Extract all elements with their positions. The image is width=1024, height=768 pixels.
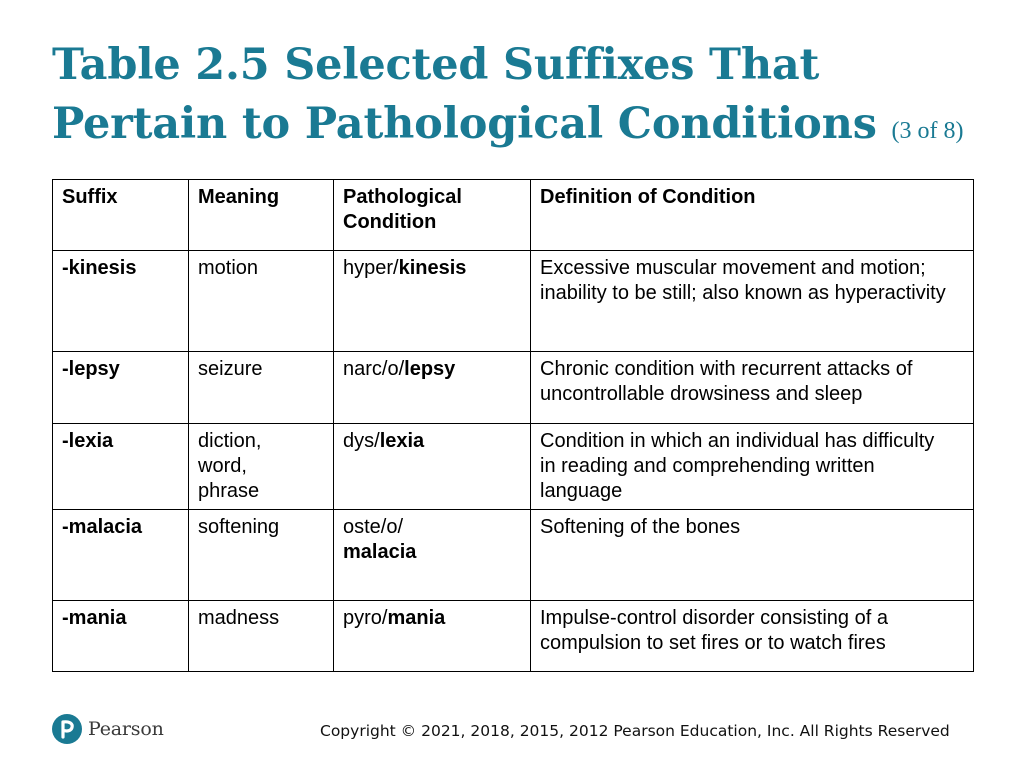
column-header-suffix: Suffix (53, 180, 189, 251)
condition-cell (334, 601, 531, 672)
table-header-row (53, 180, 974, 251)
meaning-cell: softening (189, 510, 334, 601)
condition-suffix: kinesis (398, 257, 467, 279)
meaning-cell: diction, word, phrase (189, 424, 334, 510)
suffix-table (52, 179, 974, 672)
column-header-definition: Definition of Condition (531, 180, 974, 251)
definition-cell: Chronic condition with recurrent attacks of uncontrollable drowsiness and sleep (531, 352, 974, 424)
definition-cell: Excessive muscular movement and motion; inability to be still; also known as hyperactivity (531, 251, 974, 352)
suffix-cell: -malacia (53, 510, 189, 601)
table-row (53, 251, 974, 352)
meaning-cell: seizure (189, 352, 334, 424)
meaning-cell: motion (189, 251, 334, 352)
table-row (53, 601, 974, 672)
condition-suffix: lexia (379, 430, 425, 452)
column-header-condition: Pathological Condition (334, 180, 531, 251)
column-header-meaning: Meaning (189, 180, 334, 251)
suffix-cell: -kinesis (53, 251, 189, 352)
condition-cell (334, 510, 531, 601)
condition-prefix: dys/ (343, 430, 380, 452)
condition-prefix: pyro/ (343, 607, 388, 629)
definition-cell: Softening of the bones (531, 510, 974, 601)
condition-cell (334, 251, 531, 352)
pearson-logo (52, 714, 164, 744)
condition-suffix: lepsy (404, 358, 456, 380)
title-page-count: (3 of 8) (891, 118, 964, 144)
definition-cell: Condition in which an individual has difficulty in reading and comprehending written language (531, 424, 974, 510)
suffix-cell: -mania (53, 601, 189, 672)
table-row (53, 510, 974, 601)
page-title (52, 36, 992, 161)
title-main: Table 2.5 Selected Suffixes That Pertain to Pathological Conditions (52, 40, 877, 149)
table-row (53, 424, 974, 510)
pearson-brand: Pearson (88, 718, 164, 740)
suffix-cell: -lexia (53, 424, 189, 510)
definition-cell: Impulse-control disorder consisting of a compulsion to set fires or to watch fires (531, 601, 974, 672)
condition-suffix: malacia (343, 541, 417, 563)
table-row (53, 352, 974, 424)
condition-suffix: mania (387, 607, 446, 629)
meaning-cell: madness (189, 601, 334, 672)
suffix-cell: -lepsy (53, 352, 189, 424)
condition-prefix: narc/o/ (343, 358, 405, 380)
condition-cell (334, 352, 531, 424)
copyright-notice: Copyright © 2021, 2018, 2015, 2012 Pearson Education, Inc. All Rights Reserved (320, 722, 950, 740)
pearson-p-logo-icon (52, 714, 82, 744)
condition-prefix: hyper/ (343, 257, 399, 279)
condition-prefix: oste/o/ (343, 516, 404, 538)
condition-cell (334, 424, 531, 510)
